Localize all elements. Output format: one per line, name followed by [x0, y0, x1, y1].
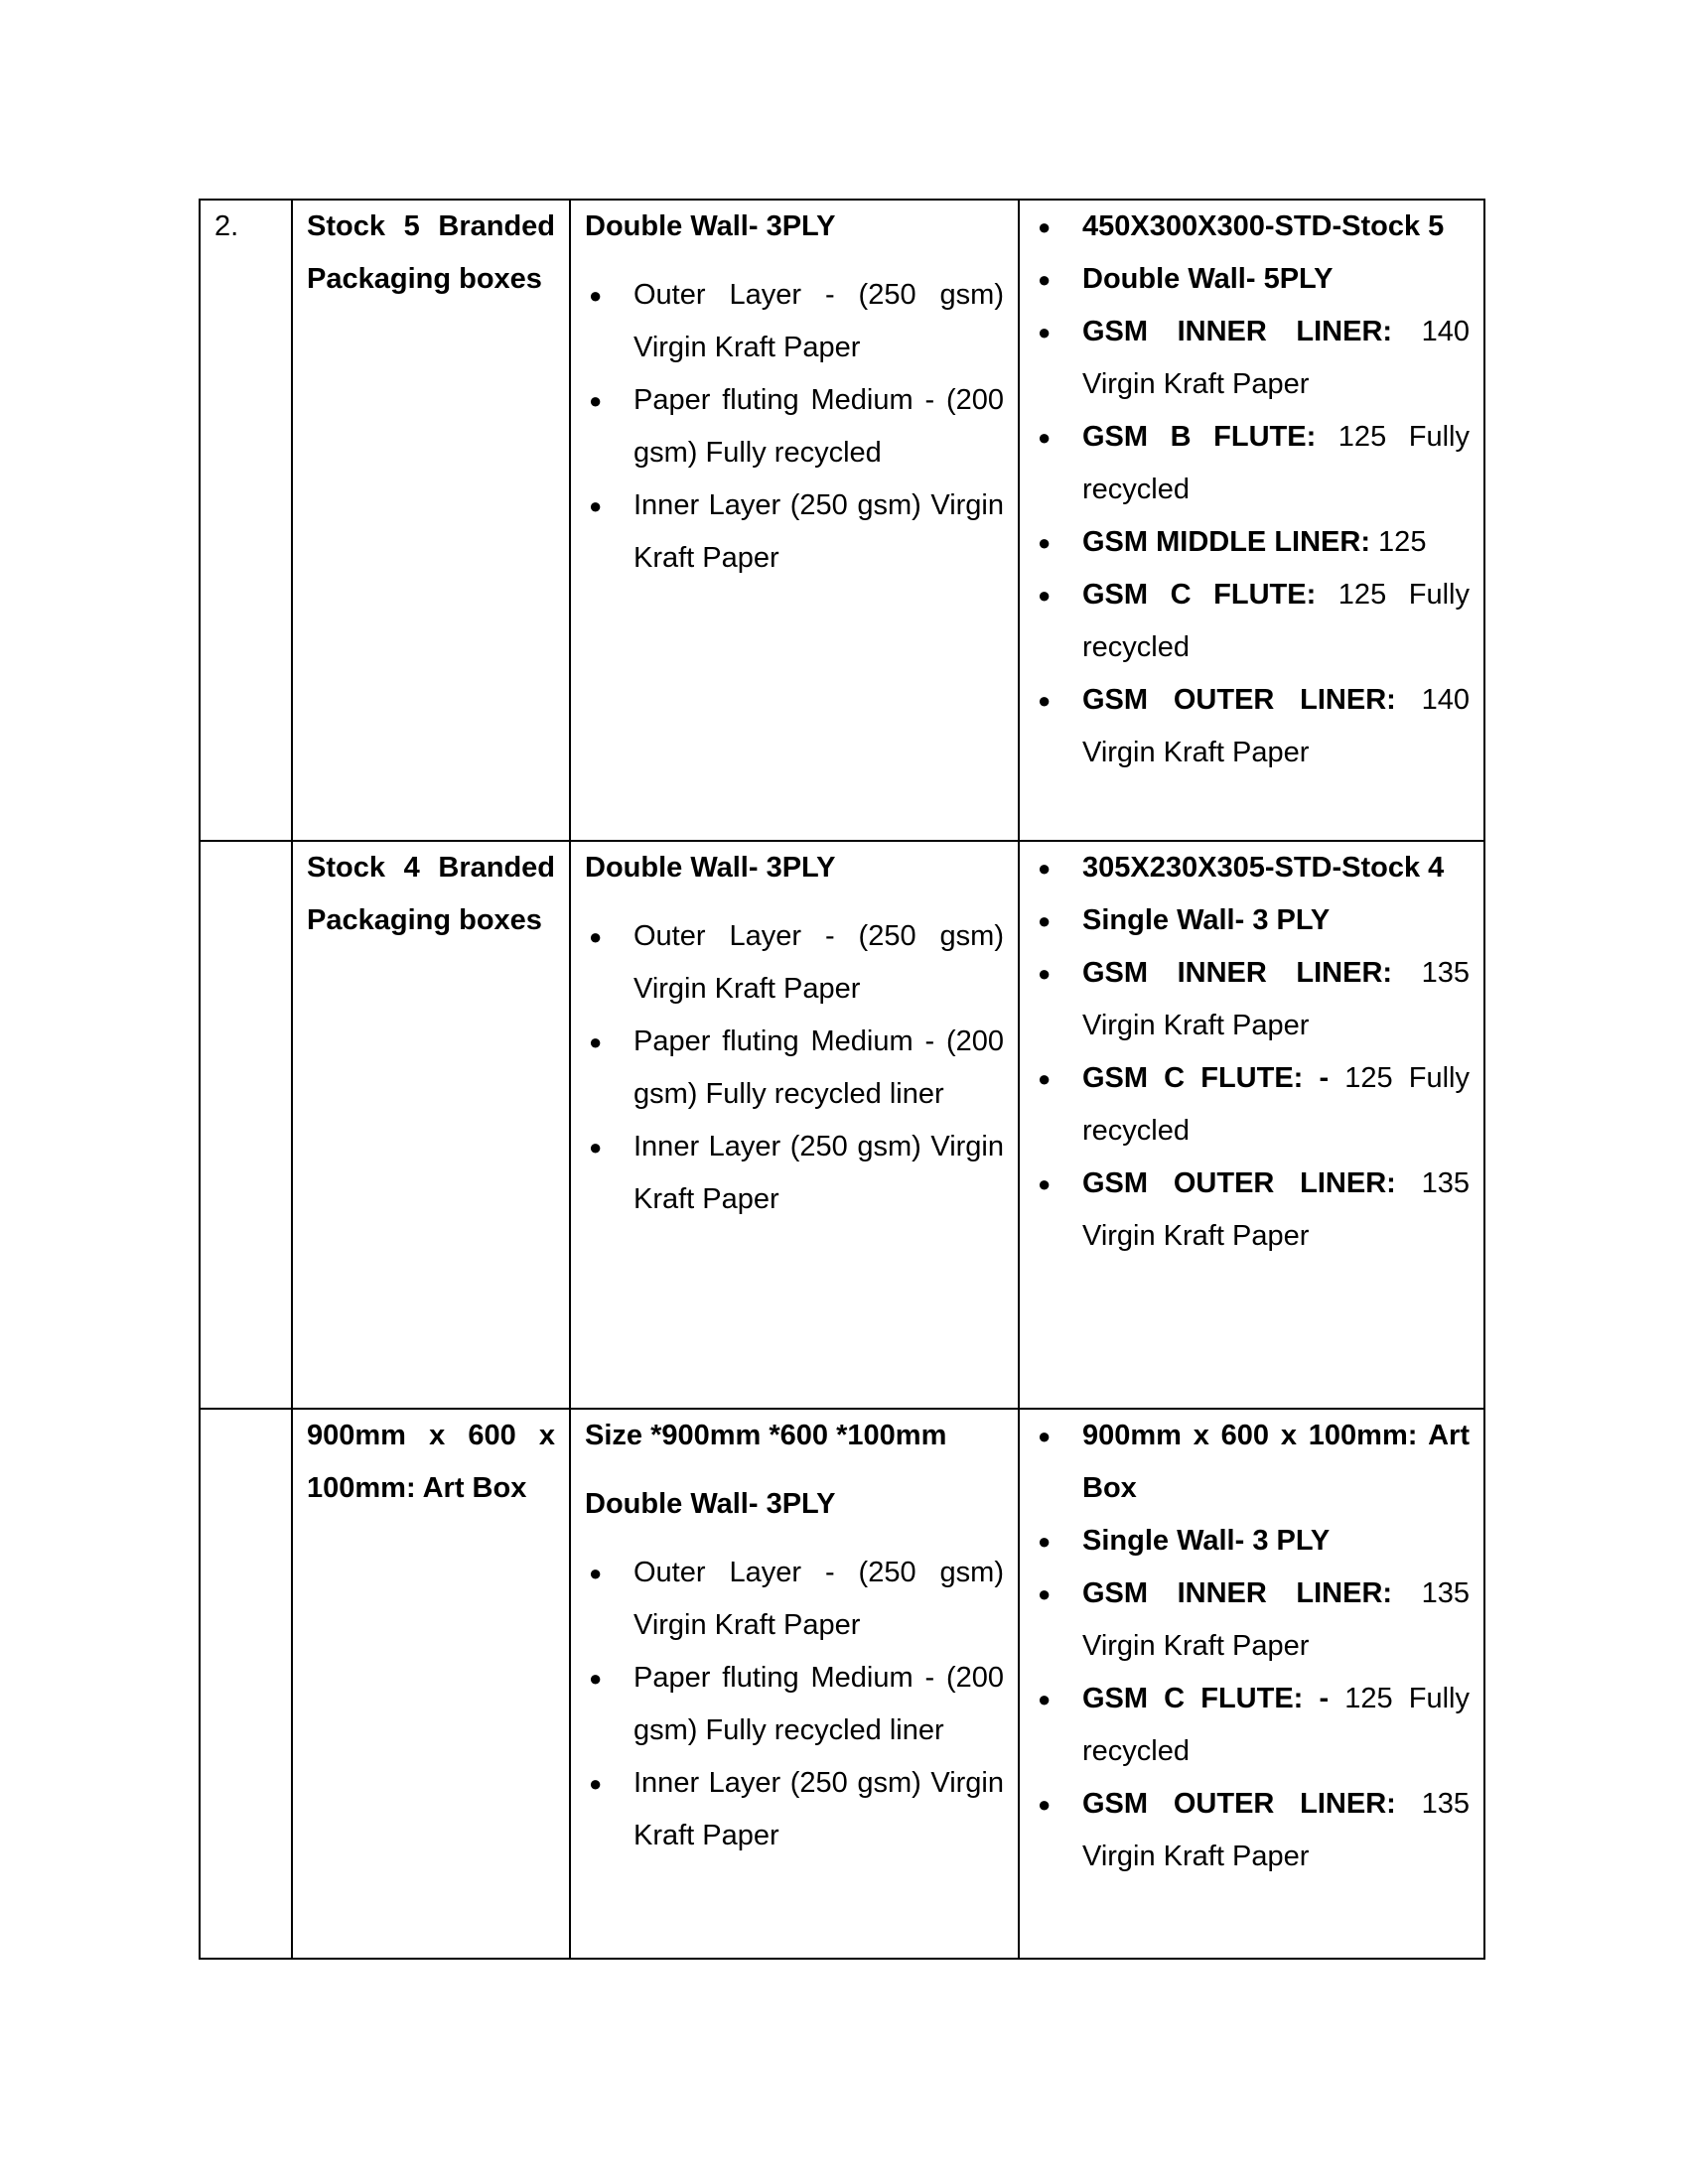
specification-cell: [1019, 1409, 1484, 1959]
bullet-icon: ●: [1038, 1792, 1052, 1817]
bullet-icon: ●: [1038, 320, 1052, 344]
item-name: Stock 5 Branded Packaging boxes: [292, 200, 570, 841]
list-item: ● 900mm x 600 x 100mm: Art Box: [1034, 1410, 1470, 1515]
list-item: ● Inner Layer (250 gsm) Virgin Kraft Paper: [585, 479, 1004, 585]
bullet-icon: ●: [1038, 583, 1052, 608]
list-item: ● Single Wall- 3 PLY: [1034, 1515, 1470, 1568]
requirements-list: [585, 1547, 1004, 1862]
list-item: ● Paper fluting Medium - (200 gsm) Fully recycled: [585, 374, 1004, 479]
list-item: ● Paper fluting Medium - (200 gsm) Fully recycled liner: [585, 1652, 1004, 1757]
list-item: ● 305X230X305-STD-Stock 4: [1034, 842, 1470, 894]
requirements-cell: [570, 1409, 1019, 1959]
bullet-icon: ●: [589, 388, 603, 413]
requirements-cell: [570, 200, 1019, 841]
requirement-heading: Double Wall- 3PLY: [585, 210, 836, 242]
bullet-icon: ●: [1038, 856, 1052, 881]
list-item: ● GSM OUTER LINER: 135 Virgin Kraft Paper: [1034, 1778, 1470, 1883]
row-number: 2.: [200, 200, 292, 841]
table-row: [200, 841, 1484, 1409]
list-item: ● Paper fluting Medium - (200 gsm) Fully recycled liner: [585, 1016, 1004, 1121]
requirements-list: [585, 269, 1004, 585]
bullet-icon: ●: [1038, 1687, 1052, 1711]
specification-list: [1034, 1410, 1470, 1883]
bullet-icon: ●: [589, 1771, 603, 1796]
bullet-icon: ●: [589, 1135, 603, 1160]
list-item: ● GSM INNER LINER: 135 Virgin Kraft Paper: [1034, 947, 1470, 1052]
list-item: ● GSM OUTER LINER: 140 Virgin Kraft Paper: [1034, 674, 1470, 779]
bullet-icon: ●: [589, 283, 603, 308]
list-item: ● Single Wall- 3 PLY: [1034, 894, 1470, 947]
bullet-icon: ●: [1038, 688, 1052, 713]
list-item: ● Inner Layer (250 gsm) Virgin Kraft Paper: [585, 1757, 1004, 1862]
bullet-icon: ●: [1038, 267, 1052, 292]
requirement-heading: Double Wall- 3PLY: [585, 852, 836, 884]
bullet-icon: ●: [1038, 1066, 1052, 1091]
requirement-heading: Double Wall- 3PLY: [585, 1488, 836, 1520]
bullet-icon: ●: [589, 1666, 603, 1691]
list-item: ● Double Wall- 5PLY: [1034, 253, 1470, 306]
list-item: ● GSM C FLUTE: - 125 Fully recycled: [1034, 1052, 1470, 1158]
bullet-icon: ●: [589, 493, 603, 518]
row-number: [200, 841, 292, 1409]
requirement-heading: Size *900mm *600 *100mm: [585, 1420, 947, 1451]
item-name: Stock 4 Branded Packaging boxes: [292, 841, 570, 1409]
specification-list: [1034, 201, 1470, 779]
requirements-list: [585, 910, 1004, 1226]
list-item: ● Outer Layer - (250 gsm) Virgin Kraft Paper: [585, 269, 1004, 374]
bullet-icon: ●: [589, 1029, 603, 1054]
table-row: [200, 200, 1484, 841]
list-item: ● GSM INNER LINER: 135 Virgin Kraft Paper: [1034, 1568, 1470, 1673]
list-item: ● GSM INNER LINER: 140 Virgin Kraft Paper: [1034, 306, 1470, 411]
bullet-icon: ●: [1038, 214, 1052, 239]
list-item: ● 450X300X300-STD-Stock 5: [1034, 201, 1470, 253]
list-item: ● Outer Layer - (250 gsm) Virgin Kraft Paper: [585, 910, 1004, 1016]
bullet-icon: ●: [1038, 1171, 1052, 1196]
list-item: ● Inner Layer (250 gsm) Virgin Kraft Paper: [585, 1121, 1004, 1226]
row-number: [200, 1409, 292, 1959]
bullet-icon: ●: [1038, 908, 1052, 933]
table-row: [200, 1409, 1484, 1959]
requirements-cell: [570, 841, 1019, 1409]
specification-list: [1034, 842, 1470, 1263]
bullet-icon: ●: [589, 1561, 603, 1585]
bullet-icon: ●: [589, 924, 603, 949]
specification-table: [199, 199, 1485, 1960]
specification-cell: [1019, 200, 1484, 841]
bullet-icon: ●: [1038, 1581, 1052, 1606]
item-name: 900mm x 600 x 100mm: Art Box: [292, 1409, 570, 1959]
bullet-icon: ●: [1038, 1529, 1052, 1554]
list-item: ● GSM MIDDLE LINER: 125: [1034, 516, 1470, 569]
list-item: ● Outer Layer - (250 gsm) Virgin Kraft Paper: [585, 1547, 1004, 1652]
list-item: ● GSM C FLUTE: 125 Fully recycled: [1034, 569, 1470, 674]
bullet-icon: ●: [1038, 530, 1052, 555]
bullet-icon: ●: [1038, 425, 1052, 450]
list-item: ● GSM B FLUTE: 125 Fully recycled: [1034, 411, 1470, 516]
list-item: ● GSM C FLUTE: - 125 Fully recycled: [1034, 1673, 1470, 1778]
bullet-icon: ●: [1038, 1424, 1052, 1448]
specification-cell: [1019, 841, 1484, 1409]
list-item: ● GSM OUTER LINER: 135 Virgin Kraft Paper: [1034, 1158, 1470, 1263]
bullet-icon: ●: [1038, 961, 1052, 986]
